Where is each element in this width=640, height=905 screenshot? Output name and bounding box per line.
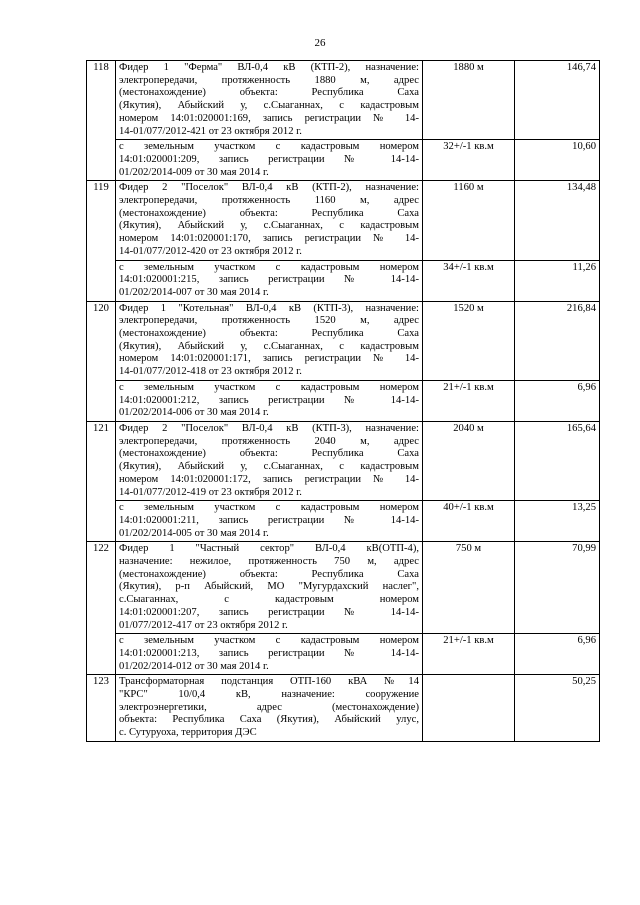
- description-line: (Якутия), Абыйский у, с.Сыаганнах, с кадастровым: [119, 220, 419, 232]
- description-line: номером 14:01:020001:170, запись регистрации № 14-: [119, 233, 419, 245]
- description-line: "КРС" 10/0,4 кВ, назначение: сооружение: [119, 689, 419, 701]
- land-description-line: с земельным участком с кадастровым номером: [119, 261, 419, 273]
- description-line: номером 14:01:020001:169, запись регистрации № 14-: [119, 112, 419, 124]
- land-plot-description: [116, 634, 423, 675]
- object-value: 216,84: [515, 301, 600, 380]
- table-row: [87, 542, 600, 634]
- description-line: (Якутия), Абыйский у, с.Сыаганнах, с кадастровым: [119, 100, 419, 112]
- table-row: [87, 675, 600, 742]
- object-description: [116, 542, 423, 634]
- table-subrow: [87, 634, 600, 675]
- object-value: 70,99: [515, 542, 600, 634]
- land-description-line: с земельным участком с кадастровым номером: [119, 141, 419, 153]
- object-description: [116, 301, 423, 380]
- object-value: 165,64: [515, 421, 600, 500]
- land-value: 6,96: [515, 380, 600, 421]
- land-description-line: с земельным участком с кадастровым номером: [119, 635, 419, 647]
- description-line: (местонахождение) объекта: Республика Саха: [119, 568, 419, 580]
- land-description-line: с земельным участком с кадастровым номером: [119, 381, 419, 393]
- description-line: объекта: Республика Саха (Якутия), Абыйский улус,: [119, 714, 419, 726]
- table-subrow: [87, 260, 600, 301]
- object-length: [423, 675, 515, 742]
- description-line: электропередачи, протяженность 2040 м, адрес: [119, 435, 419, 447]
- land-value: 13,25: [515, 501, 600, 542]
- description-line: назначение: нежилое, протяженность 750 м, адрес: [119, 556, 419, 568]
- description-line: 14-01/077/2012-420 от 23 октября 2012 г.: [119, 245, 302, 257]
- object-description: [116, 61, 423, 140]
- land-area: 34+/-1 кв.м: [423, 260, 515, 301]
- table-subrow: [87, 501, 600, 542]
- object-description: [116, 421, 423, 500]
- land-description-line: 01/202/2014-012 от 30 мая 2014 г.: [119, 660, 269, 672]
- object-description: [116, 181, 423, 260]
- description-line: (местонахождение) объекта: Республика Саха: [119, 207, 419, 219]
- description-line: с. Сутуруоха, территория ДЭС: [119, 727, 257, 739]
- object-length: 2040 м: [423, 421, 515, 500]
- object-length: 1520 м: [423, 301, 515, 380]
- table-row: [87, 421, 600, 500]
- land-area: 21+/-1 кв.м: [423, 634, 515, 675]
- description-line: Фидер 2 "Поселок" ВЛ-0,4 кВ (КТП-2), назначение:: [119, 182, 419, 194]
- description-line: электропередачи, протяженность 1160 м, адрес: [119, 195, 419, 207]
- land-area: 21+/-1 кв.м: [423, 380, 515, 421]
- description-line: 14:01:020001:207, запись регистрации № 14-14-: [119, 606, 419, 618]
- description-line: (местонахождение) объекта: Республика Саха: [119, 328, 419, 340]
- land-description-line: 14:01:020001:213, запись регистрации № 14-14-: [119, 647, 419, 659]
- land-description-line: 14:01:020001:211, запись регистрации № 14-14-: [119, 514, 419, 526]
- description-line: Фидер 2 "Поселок" ВЛ-0,4 кВ (КТП-3), назначение:: [119, 422, 419, 434]
- row-number: 120: [87, 301, 116, 421]
- land-value: 10,60: [515, 140, 600, 181]
- description-line: 14-01/077/2012-418 от 23 октября 2012 г.: [119, 366, 302, 378]
- description-line: (Якутия), Абыйский у, с.Сыаганнах, с кадастровым: [119, 340, 419, 352]
- land-description-line: 14:01:020001:212, запись регистрации № 14-14-: [119, 394, 419, 406]
- description-line: Фидер 1 "Частный сектор" ВЛ-0,4 кВ(ОТП-4),: [119, 543, 419, 555]
- description-line: электропередачи, протяженность 1880 м, адрес: [119, 74, 419, 86]
- row-number: 123: [87, 675, 116, 742]
- description-line: 14-01/077/2012-419 от 23 октября 2012 г.: [119, 486, 302, 498]
- table-row: [87, 61, 600, 140]
- land-description-line: 01/202/2014-006 от 30 мая 2014 г.: [119, 407, 269, 419]
- page-number: 26: [314, 37, 326, 49]
- row-number: 119: [87, 181, 116, 301]
- row-number: 121: [87, 421, 116, 541]
- description-line: 01/077/2012-417 от 23 октября 2012 г.: [119, 619, 288, 631]
- land-value: 6,96: [515, 634, 600, 675]
- table-row: [87, 181, 600, 260]
- land-description-line: 01/202/2014-009 от 30 мая 2014 г.: [119, 166, 269, 178]
- object-value: 134,48: [515, 181, 600, 260]
- description-line: Фидер 1 "Ферма" ВЛ-0,4 кВ (КТП-2), назначение:: [119, 62, 419, 73]
- object-length: 750 м: [423, 542, 515, 634]
- land-area: 32+/-1 кв.м: [423, 140, 515, 181]
- land-description-line: 14:01:020001:215, запись регистрации № 14-14-: [119, 274, 419, 286]
- row-number: 118: [87, 61, 116, 181]
- land-description-line: с земельным участком с кадастровым номером: [119, 502, 419, 514]
- description-line: (местонахождение) объекта: Республика Саха: [119, 448, 419, 460]
- description-line: с.Сыаганнах, с кадастровым номером: [119, 594, 419, 606]
- land-description-line: 01/202/2014-007 от 30 мая 2014 г.: [119, 286, 269, 298]
- land-plot-description: [116, 501, 423, 542]
- land-area: 40+/-1 кв.м: [423, 501, 515, 542]
- table-subrow: [87, 140, 600, 181]
- object-value: 50,25: [515, 675, 600, 742]
- property-register-table: [86, 60, 600, 742]
- description-line: Фидер 1 "Котельная" ВЛ-0,4 кВ (КТП-3), назначение:: [119, 302, 419, 314]
- description-line: электроэнергетики, адрес (местонахождение): [119, 701, 419, 713]
- description-line: номером 14:01:020001:171, запись регистрации № 14-: [119, 353, 419, 365]
- land-plot-description: [116, 260, 423, 301]
- description-line: Трансформаторная подстанция ОТП-160 кВА №14: [119, 676, 419, 688]
- description-line: (местонахождение) объекта: Республика Саха: [119, 87, 419, 99]
- land-plot-description: [116, 380, 423, 421]
- land-description-line: 01/202/2014-005 от 30 мая 2014 г.: [119, 527, 269, 539]
- description-line: электропередачи, протяженность 1520 м, адрес: [119, 315, 419, 327]
- table-subrow: [87, 380, 600, 421]
- table-row: [87, 301, 600, 380]
- object-value: 146,74: [515, 61, 600, 140]
- land-description-line: 14:01:020001:209, запись регистрации № 14-14-: [119, 153, 419, 165]
- description-line: (Якутия), р-п Абыйский, МО "Мугурдахский наслег",: [119, 581, 419, 593]
- description-line: номером 14:01:020001:172, запись регистрации № 14-: [119, 473, 419, 485]
- object-length: 1160 м: [423, 181, 515, 260]
- row-number: 122: [87, 542, 116, 675]
- object-length: 1880 м: [423, 61, 515, 140]
- description-line: (Якутия), Абыйский у, с.Сыаганнах, с кадастровым: [119, 461, 419, 473]
- land-value: 11,26: [515, 260, 600, 301]
- land-plot-description: [116, 140, 423, 181]
- object-description: [116, 675, 423, 742]
- description-line: 14-01/077/2012-421 от 23 октября 2012 г.: [119, 125, 302, 137]
